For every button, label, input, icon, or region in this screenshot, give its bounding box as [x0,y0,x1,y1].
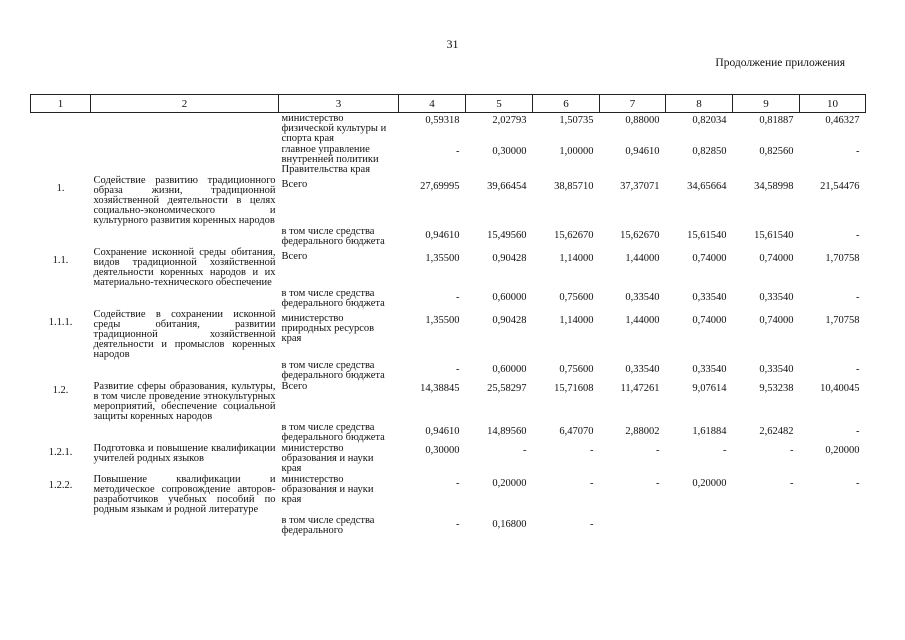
value-cell: - [590,478,594,489]
value-cell: 0,94610 [625,146,660,157]
funding-source: министерство физической культуры и спорта края [281,113,387,144]
row-number [31,144,91,175]
value-cell: 25,58297 [487,383,527,394]
value-cell: - [456,519,460,530]
header-cell: 5 [466,95,533,113]
row-number: 1.1.1. [48,317,73,328]
table-row [31,247,866,288]
value-cell: 0,90428 [492,315,527,326]
value-cell: - [590,519,594,530]
value-cell: 0,20000 [492,478,527,489]
table-row [31,288,866,309]
funding-source: министерство образования и науки края [281,474,374,505]
value-cell: - [790,478,794,489]
value-cell: - [856,364,860,375]
value-cell: - [656,445,660,456]
value-cell: - [856,146,860,157]
value-cell [666,515,733,536]
funding-source: главное управление внутренней политики Правительства края [281,144,379,175]
value-cell: 27,69995 [420,181,460,192]
value-cell: 15,61540 [754,230,794,241]
value-cell: 2,62482 [759,426,794,437]
value-cell [600,515,666,536]
value-cell: 0,16800 [492,519,527,530]
value-cell: 2,02793 [492,115,527,126]
row-name [91,515,279,536]
value-cell: 1,14000 [559,253,594,264]
row-number: 1.2. [52,385,69,396]
value-cell: 10,40045 [820,383,860,394]
value-cell: 1,44000 [625,315,660,326]
value-cell: - [590,445,594,456]
value-cell: 0,75600 [559,292,594,303]
row-number: 1. [56,183,65,194]
row-name: Развитие сферы образования, культуры, в том числе проведение этнокультурных мероприятий, обеспечение социальной защиты коренных народов [93,381,276,422]
row-number [31,422,91,443]
row-name [91,422,279,443]
header-cell: 1 [31,95,91,113]
value-cell: 14,89560 [487,426,527,437]
value-cell: 15,49560 [487,230,527,241]
value-cell: 0,20000 [825,445,860,456]
table-row [31,443,866,474]
funding-source: в том числе средства федерального бюджета [281,288,385,309]
row-name [91,144,279,175]
row-name: Содействие в сохранении исконной среды обитания, развитии традиционной хозяйственной деятельности и промыслов коренных народов [93,309,276,360]
header-cell: 6 [533,95,600,113]
row-name [91,226,279,247]
row-name: Сохранение исконной среды обитания, видов традиционной хозяйственной деятельности коренных народов и их материально-технического обеспечение [93,247,276,288]
table-row [31,226,866,247]
funding-source: в том числе средства федерального бюджета [281,422,385,443]
value-cell: - [856,478,860,489]
funding-source: министерство образования и науки края [281,443,374,474]
header-cell: 9 [733,95,800,113]
value-cell: 1,14000 [559,315,594,326]
value-cell: - [456,292,460,303]
value-cell: 0,33540 [625,364,660,375]
value-cell: 0,94610 [425,230,460,241]
value-cell: 0,74000 [759,253,794,264]
value-cell: 0,33540 [692,292,727,303]
funding-source: министерство природных ресурсов края [281,313,375,344]
value-cell: 1,70758 [825,253,860,264]
value-cell: 0,20000 [692,478,727,489]
row-name [91,113,279,145]
value-cell: 34,58998 [754,181,794,192]
value-cell: 0,82034 [692,115,727,126]
value-cell: 34,65664 [687,181,727,192]
header-cell: 2 [91,95,279,113]
value-cell: 11,47261 [620,383,660,394]
row-number [31,113,91,145]
row-number [31,360,91,381]
value-cell: 0,46327 [825,115,860,126]
value-cell: 0,74000 [759,315,794,326]
value-cell: 15,61540 [687,230,727,241]
value-cell: 0,60000 [492,364,527,375]
table-row [31,175,866,226]
value-cell: 9,53238 [759,383,794,394]
value-cell: 0,88000 [625,115,660,126]
value-cell: 39,66454 [487,181,527,192]
value-cell: 1,00000 [559,146,594,157]
table-row [31,474,866,515]
value-cell: 0,81887 [759,115,794,126]
value-cell: - [456,364,460,375]
value-cell: 9,07614 [692,383,727,394]
value-cell: 21,54476 [820,181,860,192]
row-number: 1.2.2. [48,480,73,491]
row-name: Повышение квалификации и методическое сопровождение авторов-разработчиков учебных пособий по родным языкам и родной литературе [93,474,276,515]
table-row [31,113,866,145]
table-body [31,113,866,537]
row-name: Подготовка и повышение квалификации учителей родных языков [93,443,276,464]
row-name: Содействие развитию традиционного образа жизни, традиционной хозяйственной деятельности в целях социально-экономического и культурного развития коренных народов [93,175,276,226]
value-cell: 1,44000 [625,253,660,264]
funding-source: в том числе средства федерального бюджета [281,360,385,381]
header-row [31,95,866,113]
value-cell: - [456,146,460,157]
table-row [31,515,866,536]
funding-source: Всего [281,179,308,190]
value-cell: 0,74000 [692,315,727,326]
header-cell: 8 [666,95,733,113]
row-number: 1.1. [52,255,69,266]
table-row [31,381,866,422]
value-cell: - [856,230,860,241]
row-name [91,360,279,381]
value-cell: 15,71608 [554,383,594,394]
value-cell: 0,82850 [692,146,727,157]
table-row [31,422,866,443]
funding-source: Всего [281,251,308,262]
value-cell: 0,60000 [492,292,527,303]
value-cell: 0,59318 [425,115,460,126]
value-cell: 2,88002 [625,426,660,437]
value-cell [733,515,800,536]
header-cell: 3 [279,95,399,113]
value-cell: - [856,426,860,437]
value-cell: 14,38845 [420,383,460,394]
value-cell: 15,62670 [620,230,660,241]
value-cell: 0,30000 [425,445,460,456]
value-cell: 1,61884 [692,426,727,437]
value-cell: 0,33540 [625,292,660,303]
value-cell: - [856,292,860,303]
value-cell: - [456,478,460,489]
header-cell: 4 [399,95,466,113]
value-cell: - [790,445,794,456]
value-cell: 1,50735 [559,115,594,126]
row-number [31,226,91,247]
value-cell [800,515,866,536]
table-row [31,309,866,360]
value-cell: 0,94610 [425,426,460,437]
row-number [31,515,91,536]
funding-source: в том числе средства федерального бюджета [281,226,385,247]
table-row [31,360,866,381]
value-cell: 38,85710 [554,181,594,192]
value-cell: - [656,478,660,489]
value-cell: 0,82560 [759,146,794,157]
value-cell: 0,30000 [492,146,527,157]
row-number [31,288,91,309]
header-cell: 7 [600,95,666,113]
page-number: 31 [446,37,459,51]
value-cell: - [723,445,727,456]
value-cell: - [523,445,527,456]
value-cell: 1,70758 [825,315,860,326]
value-cell: 1,35500 [425,253,460,264]
value-cell: 0,33540 [692,364,727,375]
value-cell: 1,35500 [425,315,460,326]
funding-source: Всего [281,381,308,392]
continuation-label: Продолжение приложения [715,57,845,69]
row-name [91,288,279,309]
value-cell: 15,62670 [554,230,594,241]
header-cell: 10 [800,95,866,113]
row-number: 1.2.1. [48,447,73,458]
value-cell: 0,75600 [559,364,594,375]
value-cell: 0,90428 [492,253,527,264]
value-cell: 0,74000 [692,253,727,264]
value-cell: 0,33540 [759,292,794,303]
value-cell: 37,37071 [620,181,660,192]
funding-source: в том числе средства федерального [281,515,375,536]
table-row [31,144,866,175]
program-table [30,94,866,536]
value-cell: 0,33540 [759,364,794,375]
value-cell: 6,47070 [559,426,594,437]
